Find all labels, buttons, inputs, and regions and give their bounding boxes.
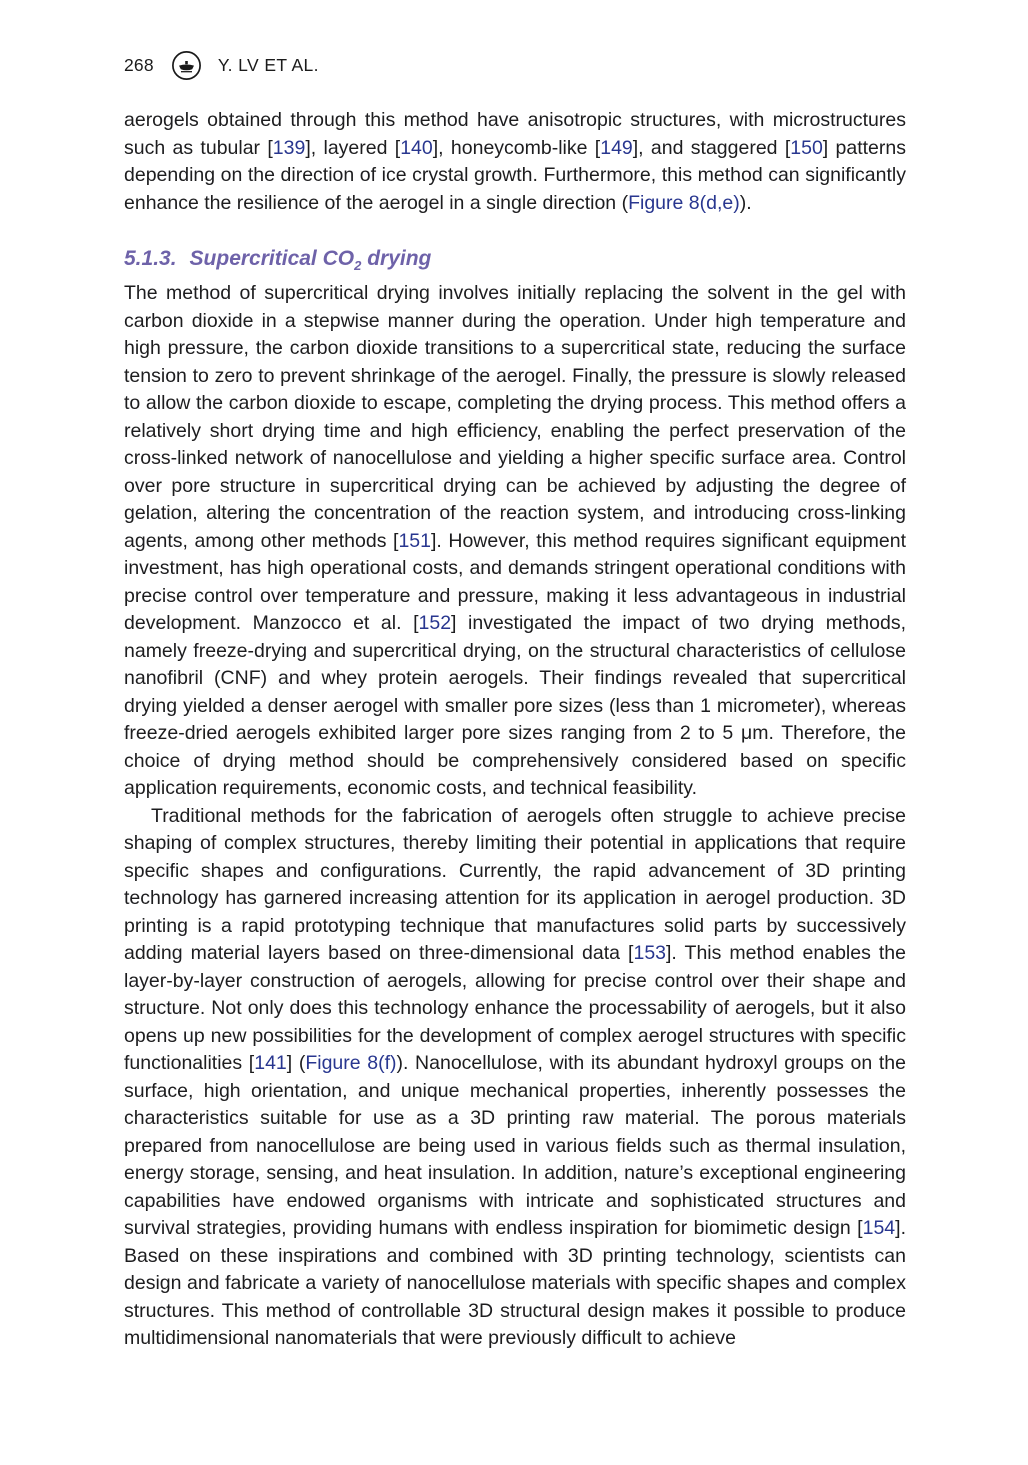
citation-link[interactable]: 149 <box>600 136 633 159</box>
text-run: ], and staggered [ <box>632 136 791 159</box>
citation-link[interactable]: 141 <box>254 1052 287 1074</box>
citation-link[interactable]: 152 <box>418 612 452 634</box>
citation-link[interactable]: 153 <box>633 942 667 964</box>
running-head <box>124 50 906 81</box>
text-run: ], layered [ <box>305 136 401 159</box>
text-run: ). <box>739 191 752 214</box>
section-title-text: Supercritical CO <box>189 247 355 270</box>
body-paragraph <box>124 107 906 217</box>
text-run: ] ( <box>286 1052 306 1074</box>
body-paragraph <box>124 803 906 1353</box>
publisher-logo-icon <box>171 50 202 81</box>
running-head-authors: Y. LV ET AL. <box>217 55 319 75</box>
citation-link[interactable]: 150 <box>790 136 823 159</box>
text-run: ], honeycomb-like [ <box>432 136 601 159</box>
figure-link[interactable]: Figure 8(d,e) <box>628 191 740 214</box>
page-number: 268 <box>124 55 154 75</box>
citation-link[interactable]: 154 <box>862 1217 896 1239</box>
section-number: 5.1.3. <box>124 247 177 270</box>
citation-link[interactable]: 139 <box>272 136 306 159</box>
section-title-text: drying <box>361 247 432 270</box>
section-heading <box>124 246 906 272</box>
text-run: ). Nanocellulose, with its abundant hydroxyl groups on the surface, high orientation, and unique mechanical properties, inherently possesses the characteristics suitable for use as a 3D printing raw material. The porous materials prepared from nanocellulose are being used in various fields such as thermal insulation, energy storage, sensing, and heat insulation. In addition, nature’s exceptional engineering capabilities have endowed organisms with intricate and sophisticated structures and survival strategies, providing humans with endless inspiration for biomimetic design [ <box>124 1052 906 1239</box>
body-paragraph <box>124 280 906 803</box>
text-run: ]. This method enables the layer-by-layer construction of aerogels, allowing for precise control over their shape and structure. Not only does this technology enhance the processability of aerogels, but it also opens up new possibilities for the development of complex aerogel structures with specific functionalities [ <box>124 942 906 1074</box>
figure-link[interactable]: Figure 8(f) <box>305 1052 397 1074</box>
text-run: aerogels obtained through this method have anisotropic structures, with microstructures such as tubular [ <box>124 109 906 159</box>
text-run: ]. However, this method requires significant equipment investment, has high operational costs, and demands stringent operational conditions with precise control over temperature and pressure, making it less advantageous in industrial development. Manzocco et al. [ <box>124 529 906 634</box>
citation-link[interactable]: 140 <box>400 136 433 159</box>
text-run: ]. Based on these inspirations and combined with 3D printing technology, scientists can design and fabricate a variety of nanocellulose materials with specific shapes and complex structures. This method of controllable 3D structural design makes it possible to produce multidimensional nanomaterials that were previously difficult to achieve <box>124 1217 906 1349</box>
citation-link[interactable]: 151 <box>398 529 431 552</box>
section-title-subscript: 2 <box>354 258 362 274</box>
text-run: ] investigated the impact of two drying methods, namely freeze-drying and supercritical drying, on the structural characteristics of cellulose nanofibril (CNF) and whey protein aerogels. Their findings revealed that supercritical drying yielded a denser aerogel with smaller pore sizes (less than 1 micrometer), whereas freeze-dried aerogels exhibited larger pore sizes ranging from 2 to 5 μm. Therefore, the choice of drying method should be comprehensively considered based on specific application requirements, economic costs, and technical feasibility. <box>124 612 906 799</box>
text-run: Traditional methods for the fabrication of aerogels often struggle to achieve precise shaping of complex structures, thereby limiting their potential in applications that require specific shapes and configurations. Currently, the rapid advancement of 3D printing technology has garnered increasing attention for its application in aerogel production. 3D printing is a rapid prototyping technique that manufactures solid parts by successively adding material layers based on three-dimensional data [ <box>124 804 906 964</box>
text-run: The method of supercritical drying involves initially replacing the solvent in the gel with carbon dioxide in a stepwise manner during the operation. Under high temperature and high pressure, the carbon dioxide transitions to a supercritical state, reducing the surface tension to zero to prevent shrinkage of the aerogel. Finally, the pressure is slowly released to allow the carbon dioxide to escape, completing the drying process. This method offers a relatively short drying time and high efficiency, enabling the perfect preservation of the cross-linked network of nanocellulose and yielding a higher specific surface area. Control over pore structure in supercritical drying can be achieved by adjusting the degree of gelation, altering the concentration of the reaction system, and introducing cross-linking agents, among other methods [ <box>124 282 906 552</box>
section-title <box>189 247 432 274</box>
text-run: ] patterns depending on the direction of ice crystal growth. Furthermore, this method can significantly enhance the resilience of the aerogel in a single direction ( <box>124 136 906 214</box>
